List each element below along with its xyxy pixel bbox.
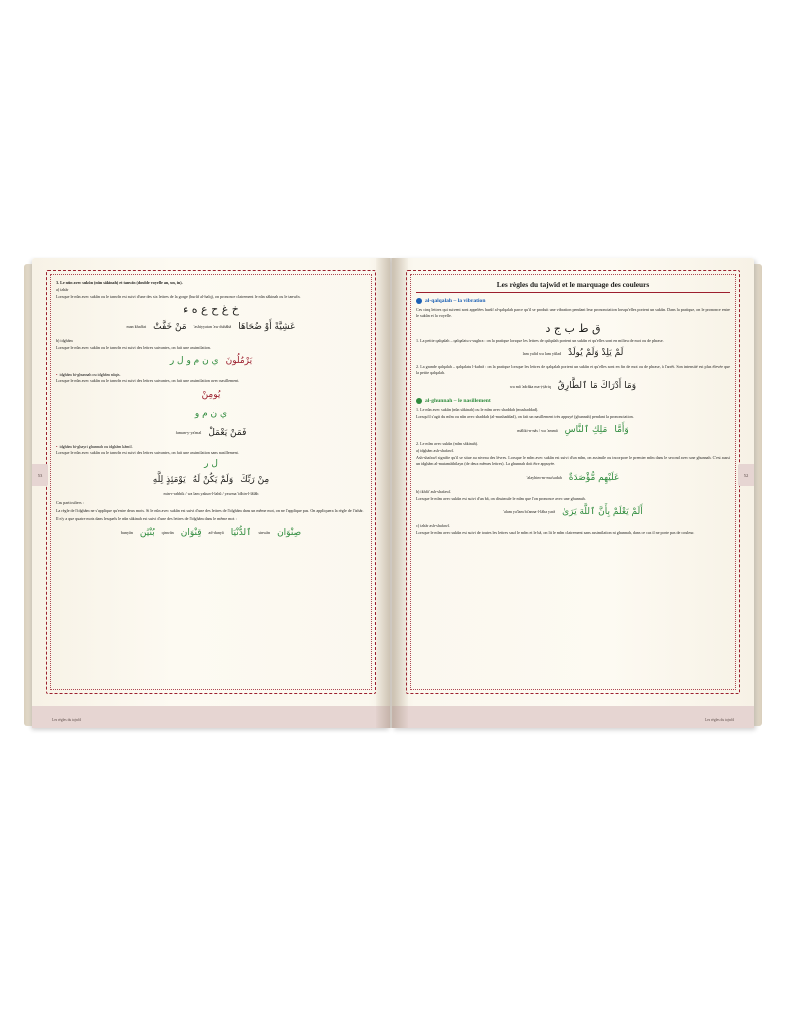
qalqalah-example-2 — [416, 378, 730, 394]
left-a-label: a) izhâr — [56, 287, 69, 292]
left-cas-2: Il n'y a que quatre mots dans lesquels le nûn sâkinah est suivi d'une des lettres de l'idghâm dans le même mot : — [56, 516, 237, 522]
title-rule — [416, 292, 730, 293]
ghunnah-example-a-translit: 'alayhim-m-mu'sadah — [526, 475, 562, 480]
left-example-2-translit: 'ashiyyatan 'aw duhâhâ — [193, 324, 232, 330]
ghunnah-b-label: b) ikhfâ' ash-shafawî. — [416, 488, 452, 494]
qalqalah-example-1-translit: lam yalid wa lam yûlad — [522, 350, 562, 356]
green-dot-icon — [416, 398, 422, 404]
left-cas-title: Cas particuliers : — [56, 499, 84, 505]
ghunnah-example-1 — [416, 422, 730, 438]
right-page — [392, 258, 754, 728]
left-example-3 — [56, 425, 366, 441]
section-ghunnah-title: al-ghunnah – le nasillement — [425, 398, 491, 405]
left-a-text: Lorsque le nûn avec sukûn ou le tanwîn est suivi d'une des six lettres de la gorge (hurûf al-halq), on prononce clairement le nûn sâkinah ou le tanwîn. — [56, 294, 301, 299]
qalqalah-example-1-arabic: لَمْ يَلِدْ وَلَمْ يُولَدْ — [568, 348, 624, 359]
left-b-text: Lorsque le nûn avec sukûn ou le tanwîn est suivi des lettres suivantes, on fait une assimilation. — [56, 344, 211, 350]
left-b-label: b) idghâm — [56, 337, 73, 343]
right-page-title: Les règles du tajwîd et le marquage des couleurs — [496, 280, 650, 289]
left-c-letters: ي ن م و — [194, 408, 228, 419]
left-word-1-arabic: بُنْيَٰن — [139, 527, 155, 538]
left-bullet-2-text: Lorsque le nûn avec sukûn ou le tanwîn est suivi des lettres suivantes, on fait une assimilation sans nasillement. — [56, 449, 239, 455]
section-ghunnah-header — [416, 398, 730, 404]
right-page-number: 52 — [738, 464, 754, 486]
open-book — [20, 258, 772, 748]
ghunnah-example-b-translit: 'alam ya'lam bi'anna-l-lâha yarâ — [503, 509, 556, 515]
qalqalah-example-1 — [416, 345, 730, 361]
left-b-letters: ي ن م و ل ر — [169, 356, 219, 367]
left-page — [32, 258, 390, 728]
left-example-4c: مِنْ رَبِّكَ — [240, 474, 270, 485]
left-example-3-translit: faman-y-ya'mal — [175, 430, 202, 436]
right-page-footer — [392, 706, 754, 728]
left-words-row — [56, 525, 366, 541]
section-qalqalah-title: al-qalqalah – la vibration — [425, 298, 486, 304]
left-word-4-translit: sinwân — [258, 530, 271, 536]
right-page-content — [416, 280, 730, 684]
ghunnah-example-1-arabic-b: وَأَمَّا — [614, 425, 629, 436]
left-word-1-translit: bunyân — [120, 530, 133, 536]
left-word-2-translit: qinwân — [161, 530, 174, 536]
left-b-letters-row — [56, 353, 366, 369]
right-footer-text: Les règles du tajwîd — [704, 718, 734, 722]
left-word-4-arabic: صِنْوَان — [277, 527, 302, 538]
left-example-1-arabic: مَنْ خَفَّتْ — [153, 321, 187, 332]
left-b-example: يَرْمُلُونَ — [225, 356, 253, 367]
left-cas-1: La règle de l'idghâm ne s'applique qu'entre deux mots. Si le nûn avec sukûn est suivi d'une des lettres de l'idghâm dans un même mot, on ne l'applique pas. On appliquera la règle de l'izhâr. — [56, 507, 364, 513]
left-example-3-arabic: فَمَنْ يَعْمَلْ — [208, 427, 247, 438]
left-example-1 — [56, 319, 366, 335]
left-page-footer — [32, 706, 390, 728]
ghunnah-a-text: Ash-shafawî signifie qu'il se situe au niveau des lèvres. Lorsque le mîm avec sukûn est suivi d'un mîm, on assimile ou incorpore le premier mîm dans le second avec une ghunnah. C'est aussi un idghâm al-mutamâthilayn (de deux mêmes lettres). La ghunnah doit être appuyée. — [416, 455, 730, 467]
ghunnah-item-2: 2. Le mîm avec sukûn (mîm sâkinah). — [416, 441, 479, 447]
left-example-4b: وَلَمْ يَكُنْ لَهُ — [192, 474, 234, 485]
left-c-row — [56, 387, 366, 403]
left-c-example: يُومِنْ — [201, 389, 221, 400]
left-word-3-arabic: ٱلدُّنْيَا — [230, 527, 252, 538]
ghunnah-a-label: a) idghâm ash-shafawî. — [416, 448, 455, 454]
ghunnah-c-label: c) izhâr ash-shafawî. — [416, 522, 450, 528]
left-footer-text: Les règles du tajwîd — [52, 718, 82, 722]
left-arabic-letters: خ غ ح ع ه ء — [183, 302, 239, 316]
left-d-letters: ل ر — [204, 458, 218, 469]
ghunnah-example-1-translit: mâliki-n-nâs / wa 'ammâ — [517, 427, 558, 433]
ghunnah-example-1-arabic-a: مَلِكِ ٱلنَّاسِ — [564, 425, 608, 436]
qalqalah-item-1: 1. La petite qalqalah – qalqalatu s-sughra : on la pratique lorsque les lettres de qalqalah portent un sukûn et qu'elles sont en milieu de mot ou de phrase. — [416, 337, 664, 343]
left-bullet-2: • idghâm bi-ghayri ghunnah ou idghâm kâmil. — [56, 444, 366, 449]
left-word-2-arabic: قِنْوَان — [180, 527, 202, 538]
left-bullet-1: • idghâm bi-ghunnah ou idghâm nâqis. — [56, 372, 366, 377]
ghunnah-example-b — [416, 504, 730, 520]
left-c-letters-row — [56, 406, 366, 422]
ghunnah-c-text: Lorsque le mîm avec sukûn est suivi de toutes les lettres sauf le mîm et le bâ, on lit le mîm clairement sans assimilation ni ghunnah, dans ce cas il ne porte pas de couleur. — [416, 529, 695, 535]
left-example-4a: يَوْمَئِذٍ لِلَّهِ — [152, 474, 186, 485]
section-qalqalah-header — [416, 298, 730, 304]
ghunnah-example-a-arabic: عَلَيْهِم مُّؤْصَدَةٌ — [568, 472, 620, 483]
left-heading: 3. Le nûn avec sukûn (nûn sâkinah) et tanwîn (double voyelle an, un, in). — [56, 280, 183, 285]
ghunnah-b-text: Lorsque le mîm avec sukûn est suivi d'un bâ, on dissimule le mîm que l'on prononce avec une ghunnah. — [416, 495, 586, 501]
ghunnah-item-1-body: Lorsqu'il s'agit du mîm ou nûn avec shaddah (al-mushaddad), on fait un nasillement très appuyé (ghunnah) pendant la prononciation. — [416, 414, 634, 420]
blue-dot-icon — [416, 298, 422, 304]
ghunnah-example-a — [416, 470, 730, 486]
left-page-number: 53 — [32, 464, 48, 486]
ghunnah-example-b-arabic: أَلَمْ يَعْلَمْ بِأَنَّ ٱللَّهَ يَرَىٰ — [562, 506, 643, 517]
qalqalah-example-2-arabic: وَمَا أَدْرَاكَ مَا ٱلطَّارِقُ — [557, 381, 637, 392]
ghunnah-item-1: 1. Le nûn avec sukûn (nûn sâkinah) ou le mîm avec shaddah (mushaddad). — [416, 407, 539, 413]
qalqalah-letters: ق ط ب ج د — [545, 321, 601, 335]
qalqalah-item-2: 2. La grande qalqalah – qalqalatu l-kubrâ : on la pratique lorsque les lettres de qalqalah portent un sukûn et qu'elles sont en fin de mot ou de phrase, à l'arrêt. Son intensité est plus élevée que la petite qalqalah. — [416, 364, 730, 376]
qalqalah-intro: Ces cinq lettres qui suivent sont appelées hurûf al-qalqalah parce qu'il se produit une vibration pendant leur prononciation lorsqu'elles portent un sukûn. Dans la pratique, on le prononce entre le sukûn et la voyelle. — [416, 307, 730, 318]
left-page-content — [56, 280, 366, 684]
left-bullet-1-text: Lorsque le nûn avec sukûn ou le tanwîn est suivi des lettres suivantes, on fait une assimilation avec nasillement. — [56, 378, 240, 384]
left-example-1-translit: man khaffat — [126, 324, 147, 330]
left-example-2-arabic: عَشِيَّةً أَوْ ضُحَاهَا — [238, 321, 296, 332]
left-example-4-translit: min-r-rabbik / wa lam yakun-l-lahû / yawma 'idhin-l-lâlâh — [163, 490, 259, 496]
left-example-4 — [56, 472, 366, 488]
qalqalah-example-2-translit: wa mâ 'adrâka ma-ṭ-ṭâriq — [509, 383, 551, 389]
left-word-3-translit: ad-dunyâ — [208, 530, 224, 536]
